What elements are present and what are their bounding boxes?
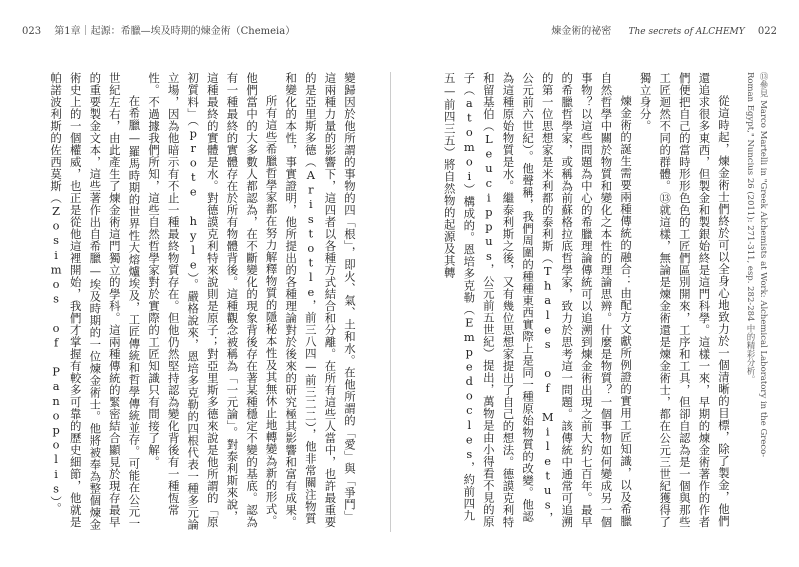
- body-paragraph: 變歸因於他所謂的事物的四「根」，即火、氣、土和水。在他所謂的「愛」與「爭鬥」這兩種力量的影響下，這四者以各種方式結合和分離。在所有這些人當中，也許最重要的是亞里斯多德（Aristotle，前三八四—前三二二），他非常關注物質和變化的本性，事實證明，他所提出的各種理論對於後來的研究極其影響和富有成果。: [284, 72, 357, 528]
- right-page-body: [398, 72, 733, 532]
- body-paragraph: 在希臘—羅馬時期的世界性大熔爐埃及，工匠傳統和哲學傳統並存。可能在公元一世紀左右，由此產生了煉金術這門獨立的學科。這兩種傳統的緊密結合顯見於現存最早的重要製金文本，這些著作出自希臘—埃及時期的一位煉金術士。他將被奉為整個煉金術史上的一個權威，也正是從他這裡開始，我們才掌握有較多可靠的歷史細節，他就是帕諾波利斯的佐西莫斯（Zosimos of Panopolis）。: [49, 72, 142, 531]
- chapter-title: 第1章｜起源：希臘—埃及時期的煉金術（Chemeia）: [54, 26, 296, 37]
- left-page-number: 023: [22, 26, 42, 37]
- page-gutter: [390, 72, 391, 532]
- book-title: 煉金術的祕密: [551, 26, 612, 37]
- book-title-english: The secrets of ALCHEMY: [628, 27, 745, 37]
- right-page-header: [551, 22, 777, 37]
- body-paragraph: 煉金術的誕生需要兩種傳統的融合：由配方文獻所例證的實用工匠知識，以及希臘自然哲學中關於物質和變化之本性的理論思辨。什麼是物質？一個事物如何變成另一個事物？以這些問題為中心的希臘理論傳統可以追溯到煉金術出現之前大約七百年。最早的希臘哲學家，或稱為前蘇格拉底哲學家，致力於思考這一問題。該傳統中通常可追溯的第一位思想家是米利都的泰利斯（Thales of Miletus，公元前六世紀）。他聲稱，我們周圍的種種東西實際上是同一種原始物質的改變。他認為這種原始物質是水。繼泰利斯之後，又有幾位思想家提出了自己的想法。德謨克利特和留基伯（Leucippus，公元前五世紀）提出，萬物是由小得看不見的原子（atomoi）構成的。恩培多克勒（Empedocles，約前四九五—前四三五）將自然物的起源及其轉: [442, 72, 634, 528]
- body-paragraph: 所有這些希臘哲學家都在努力解釋物質的隱秘本性及其無休止地轉變為新的形式。他們當中的大多數人都認為，在不斷變化的現象背後存在著某種穩定不變的基底。認為有一種最終的實體存在於所有物體背後。這種觀念被稱為「一元論」。對泰利斯來說，這種最終的實體是水。對德謨克利特來說則是原子；對亞里斯多德來說是他所謂的「原初質料」（prote hyle）。嚴格說來，恩培多克勒的四根代表一種多元論立場，因為他暗示有不止一種最終物質存在。但他仍然堅持認為變化背後有一種恆常性。不過據我們所知，這些自然哲學家對於實際的工匠知識只有間接了解。: [147, 72, 279, 531]
- footnote: ⑬參見 Marco Martelli in "Greek Alchemists at Work: Alchemical Laboratory in the Greco-Roman Egypt," Nuncius 26 (2011): 271-311, esp. 282-284 中的精彩分析。: [745, 72, 768, 458]
- right-page-number: 022: [757, 26, 777, 37]
- left-page-body: [49, 72, 359, 532]
- body-paragraph: 從這時起，煉金術士們終於可以全身心地致力於一個清晰的目標，除了製金，他們還追求很多東西，但製金和製銀始終是這門科學。這樣一來，早期的煉金術著作的作者們便把自己的當時形形色色的工匠們區別開來，工序和工具，但卻自認為是一個與那些工匠迴然不同的群體。⑬就這樣，無論是煉金術還是煉金術士，都在公元三世紀獲得了獨立身分。: [638, 72, 731, 528]
- left-page-header: [22, 22, 295, 37]
